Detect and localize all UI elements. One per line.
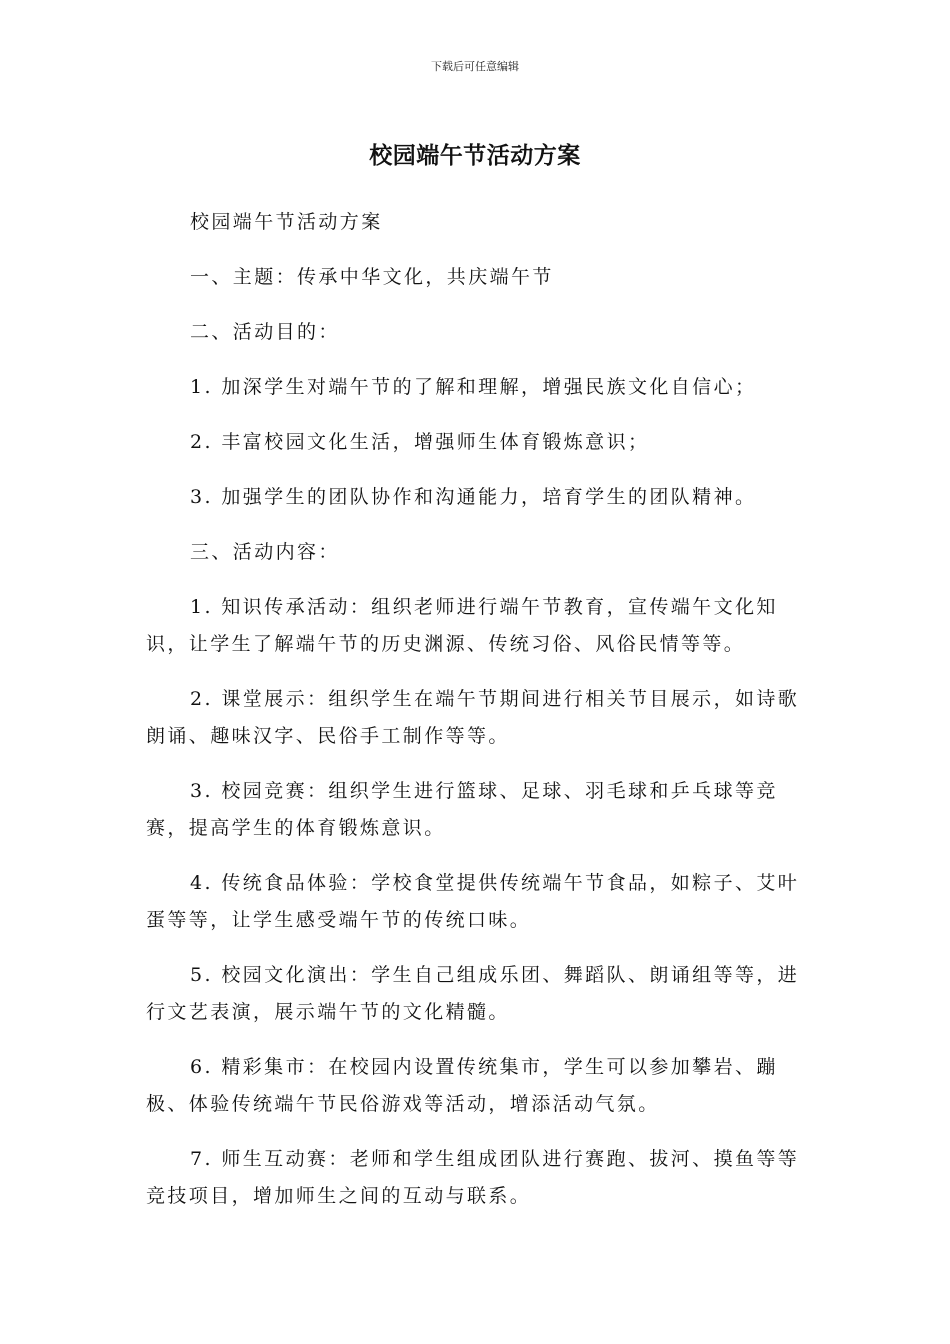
paragraph-purpose-1: 1. 加深学生对端午节的了解和理解，增强民族文化自信心； xyxy=(190,376,757,398)
paragraph-content-4: 4. 传统食品体验：学校食堂提供传统端午节食品，如粽子、艾叶蛋等等，让学生感受端午节的传统口味。 xyxy=(146,872,800,931)
paragraph-theme: 一、主题：传承中华文化，共庆端午节 xyxy=(190,266,554,288)
paragraph-purpose-heading: 二、活动目的： xyxy=(190,321,340,343)
paragraph-content-5: 5. 校园文化演出：学生自己组成乐团、舞蹈队、朗诵组等等，进行文艺表演，展示端午节的文化精髓。 xyxy=(146,964,800,1023)
paragraph-purpose-3: 3. 加强学生的团队协作和沟通能力，培育学生的团队精神。 xyxy=(190,486,757,508)
header-note: 下载后可任意编辑 xyxy=(431,60,519,73)
paragraph-content-7: 7. 师生互动赛：老师和学生组成团队进行赛跑、拔河、摸鱼等等竞技项目，增加师生之间的互动与联系。 xyxy=(146,1148,800,1207)
document-body xyxy=(146,204,806,1233)
paragraph-purpose-2: 2. 丰富校园文化生活，增强师生体育锻炼意识； xyxy=(190,431,650,453)
paragraph-content-3: 3. 校园竞赛：组织学生进行篮球、足球、羽毛球和乒乓球等竞赛，提高学生的体育锻炼意识。 xyxy=(146,780,778,839)
paragraph-content-1: 1. 知识传承活动：组织老师进行端午节教育，宣传端午文化知识，让学生了解端午节的历史渊源、传统习俗、风俗民情等等。 xyxy=(146,596,778,655)
paragraph-content-2: 2. 课堂展示：组织学生在端午节期间进行相关节目展示，如诗歌朗诵、趣味汉字、民俗手工制作等等。 xyxy=(146,688,800,747)
paragraph-content-6: 6. 精彩集市：在校园内设置传统集市，学生可以参加攀岩、蹦极、体验传统端午节民俗游戏等活动，增添活动气氛。 xyxy=(146,1056,778,1115)
paragraph-subtitle: 校园端午节活动方案 xyxy=(190,211,383,233)
document-title: 校园端午节活动方案 xyxy=(369,143,581,169)
paragraph-content-heading: 三、活动内容： xyxy=(190,541,340,563)
